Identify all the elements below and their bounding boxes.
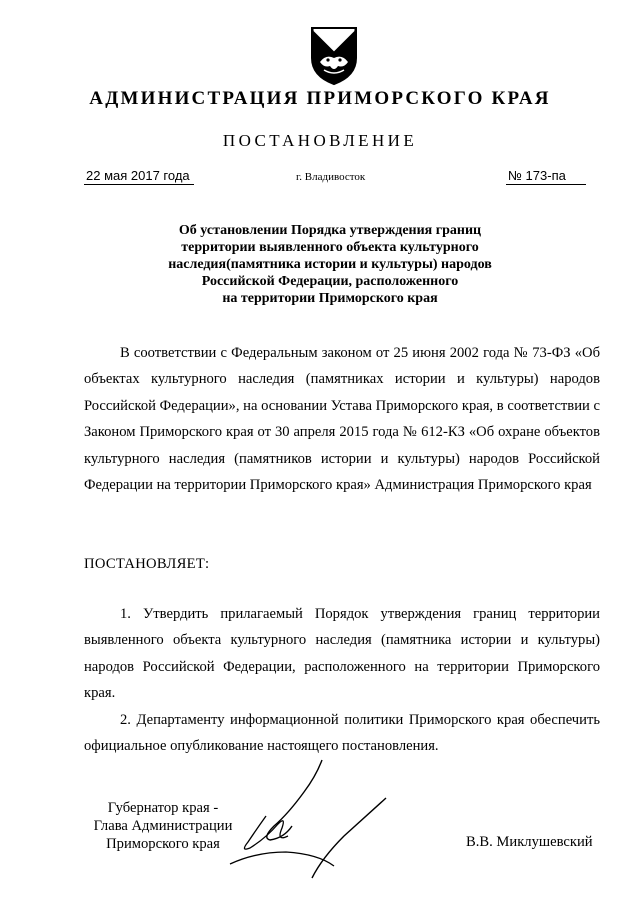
preamble-paragraph: В соответствии с Федеральным законом от 25 июня 2002 года № 73-ФЗ «Об объектах культурного наследия (памятниках истории и культуры) народов Российской Федерации», на основании Устава Приморского края, в соответствии с Законом Приморского края от 30 апреля 2015 года № 612-КЗ «Об охране объектов культурного наследия (памятников истории и культуры) народов Российской Федерации на территории Приморского края» Администрация Приморского края [84, 345, 600, 494]
document-title [140, 222, 520, 307]
position-line: Глава Администрации [93, 818, 233, 834]
position-line: Губернатор края - [107, 800, 219, 816]
signatory-position [84, 799, 242, 853]
organization-title: АДМИНИСТРАЦИЯ ПРИМОРСКОГО КРАЯ [89, 88, 551, 109]
document-number: № 173-па [506, 168, 586, 185]
position-line: Приморского края [106, 836, 220, 852]
decree-item-2: 2. Департаменту информационной политики Приморского края обеспечить официальное опубликование настоящего постановления. [84, 712, 600, 755]
coat-of-arms-icon [304, 24, 364, 86]
decree-heading: ПОСТАНОВЛЯЕТ: [84, 556, 210, 572]
title-line: территории выявленного объекта культурного [181, 240, 479, 255]
signatory-name: В.В. Миклушевский [466, 834, 593, 850]
title-line: Об установлении Порядка утверждения границ [178, 223, 482, 238]
title-line: на территории Приморского края [222, 291, 438, 306]
decree-item-1: 1. Утвердить прилагаемый Порядок утверждения границ территории выявленного объекта культурного наследия (памятника истории и культуры) народов Российской Федерации, расположенного на территории Приморского края. [84, 606, 600, 702]
title-line: Российской Федерации, расположенного [201, 274, 459, 289]
handwritten-signature [226, 756, 406, 882]
document-date: 22 мая 2017 года [84, 168, 194, 185]
title-line: наследия(памятника истории и культуры) народов [168, 257, 492, 272]
document-type: ПОСТАНОВЛЕНИЕ [222, 131, 418, 150]
document-city: г. Владивосток [296, 171, 366, 183]
